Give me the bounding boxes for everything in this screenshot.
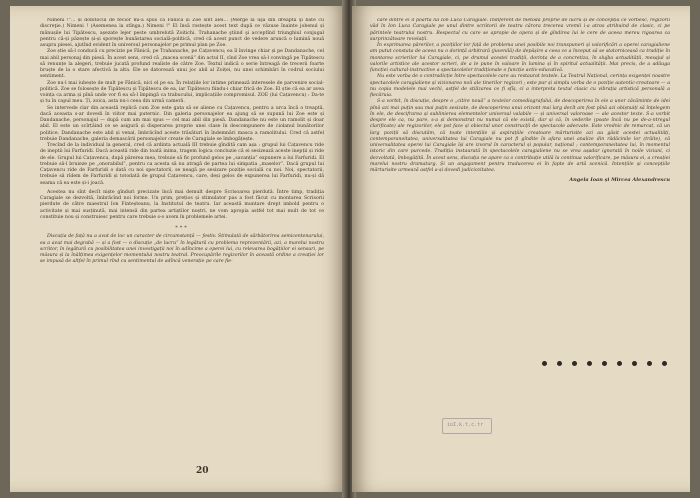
left-text-column: [40, 18, 324, 473]
ornament-dot: [542, 361, 547, 366]
ornament-dot: [557, 361, 562, 366]
paragraph: În exprimarea părerilor, a pozițiilor lor față de problema unei posibile noi transpuneri și valorificări a operei caragialiene am putut constata de aceea nu o dorință arbitrară (juvenilă) de depășire a ceea ce a început să se statorniceasă ca tradiție în montarea scrierilor lui Caragiale, ci, pe drumul acestei tradiții, dorința de a concretiza, în slujba actualității, mesajul și valorile artistice ale acestor scrieri, de a le pune în valoare în lumina și în spiritul actualității. Mai precis, de a adăuga funcției cultural-instructive a spectacolelor tradiționale o funcție activ-educativă.: [370, 43, 670, 73]
article-signature: Angela Ioan și Mircea Alexandrescu: [569, 177, 670, 184]
paragraph: care dintre ei îl poartă lui Ion Luca Caragiale. Indiferent de metoda proprie de lucru și de concepția ce vorbesc, regizorii văd în Ion Luca Caragiale pe unul dintre scriitorii de teatru cărora trecerea vremii i-a atras atribuind de clasic, ci pe părintele teatrului nostru. Respectul cu care se apropie de opera și de gîndirea lui le cere de aceea mereu rigoarea ca surprinzătoare revelații.: [370, 18, 670, 42]
paragraph: S-a vorbit, în discuție, despre o „citire nouă” a textelor comediografului, de descoperirea în ele a unor zăcăminte de idei pînă azi mai puțin sau mai puțin sesizate, de descoperirea unui orizont mai larg decît am fost pînă azi obișnuiți să înțelegem în ele, de descifrarea și sublinierea elementelor universal valabile — și universal valoroase — ale acestor texte. S-a vorbit despre ele ca, nu pare, s-a și demonstrat nu numai că ele există, dar și că, în vederile (poate încă nu pe de-a-ntregul clarificate) ale regizorilor, ele pot face și obiectul unor construcții de spectacole adecvate. Este vrednic de remarcat, că un larg poziții să discutăm, că toate intențiile și aspirațiile creatoare mărturisite azi au găsit acestei actualități, contemporaneitatea, universalitatea lui Caragiale nu pot fi gîndite în afara unei analize din rădăcinile lor (trăite), că universalitatea operei lui Caragiale își are izvorul în caracterul și popular, național ; contemporaneitatea lui, în momentul istoric din care purcede. Tradiția instaurată în spectacolele caragialiene nu se vrea așadar ignorată în noile viziuni, ci dezvoltată, îmbogățită. În acest sens, discuția ne apare ca o contribuție utilă la continua valorificare, pe măsura ei, a creației marelui nostru dramaturg. Și un angajament pentru traducerea ei în fapte de artă scenică. Intențiile și concepțiile mărturisite urmează astfel a-și dovedi judiciozitatea.: [370, 99, 670, 173]
paragraph: Se intervede clar din această replică cum Zoe este gata să se aliene cu Cațavencu, pentru a urca încă o treaptă, dacă aceasta s-ar dovedi în viitor mai puternic. Din galeria personajelor ea ajung să se supună lui Zoe este și Dandanache, personajul — după cum am mai spus — cel mai abil din piesă. Dandanache nu este un ramolit și doar abil. El este un scîrțăind ce se asigură și disperarea proprie unei clase în descompunere de ciolanul bunătorilor politice. Dandanache este abil și venal, îmbrăcînd aceste trăsături în îndemnări masca a ramolitului. Cred că astfel trebuie Dandanache, galeria demascării personajelor create de Caragiale se îmbogățește.: [40, 105, 324, 142]
ornament-dot: [587, 361, 592, 366]
page-number: 20: [196, 466, 209, 476]
ornament-dot: [632, 361, 637, 366]
paragraph: Nu este vorba de o contradicție între spectacolele care au restaurat textele. La Teatrul Național, cerința exigenței noastre spectacolele caragialiene și vizionarea noii ale tinerilor regizori ; este pur și simplu vorba de o poziție autentic-creatoare — a nu copia modelele mai vechi, astfel de stilizarea ce fi sfîș, ci a interpreta textul clasic cu vibrația artistică personală a fiecăruia.: [370, 74, 670, 98]
ornament-dot: [617, 361, 622, 366]
paragraph: Discuția de față nu a avut de loc un caracter de circumstanță — festiv. Stimulată de sărbătorirea semicentenarului, ea a avut mai degrabă — și a fost — o discuție „de lucru” în legătură cu problema reprezentării, azi, a marelui nostru scriitor, în legătură cu posibilitatea unei investigații noi în adîncime a operei lui, cu relevarea bogățiilor ei sensuri, pe măsura și la înălțimea exigențelor momentului nostru teatral. Preocupările regizorilor în această ordine a creației lor se impusă de altfel în primul rînd cu sentimentul de adîncă venerație pe care fie-: [40, 234, 324, 265]
ornament-dot: [647, 361, 652, 366]
right-text-column: [370, 18, 670, 378]
paragraph: Zoe nu-l mai iubește de mult pe Fănică, nici el pe ea. În relațiile lor intime primează interesele de parvenire social-politică. Zoe se folosește de Tipătescu și Tipătescu de ea, iar Tipătescu fiindu-i chiar frică de Zoe. El știe că ea ar avea voința ca arma și pînă unde vor fi ea să-l împingă ca trabucului, implicațiile compromisul. ZOE (lui Cațavencu) : Da-te și tu în capul meu. Ți, zoica, asta nu-i ceea din urmă cameră.: [40, 80, 324, 105]
library-stamp-text: ioI.k.t.c.tr: [447, 422, 484, 428]
ornament-dots: [542, 361, 667, 366]
section-separator: ***: [175, 225, 189, 231]
ornament-dot: [662, 361, 667, 366]
paragraph: Zoe știe să-l conducă cu precizie pe Fănică, pe Trahanache, pe Cațavencu; ea îl învinge chiar și pe Dandanache, cel mai abil personaj din piesă. În acest sens, cred că „macea scenă” din actul II, cînd Zoe vrea să-l convingă pe Tipătescu să renunțe la alegeri, trebuie jucată profund realiste de către Zoe. Textul indică o serie întreagă de trecerii foarte bruște de la o stare afectivă la alta. Ele se datorează unui joc abil al Zoiței, nu unei schimbări în codrul sociului sentiment.: [40, 49, 324, 80]
paragraph: Trecînd de la individual la general, cred că ardinta actuală III trebuie gîndită cam așa : grupul lui Cațavencu ride de ineptii lui Farfuridi. Dacă această ride din toată inima, tragem logica concluzie că ei sesizează aceste inepții și ride de ele. Grupul lui Cațavencu, după părerea mea, trebuie să fic profund gelos pe „savanția” expunere a lui Farfuridi. El trebuie să-l bruieze pe „onorabilul”, pentru ca acesta să nu atragă de partea lui simpatia „maselor”. Dacă grupul lui Cațavencu ride de Farfuridi o dată cu noi spectatorii, se neagă pe sesizare poziție socială cu noi. Noi, spectatorii, trebuie să rîdem de Farfuridi și totodată de grupul Cațavencu, care, deși gelos de expunerea lui Farfuridi, nu-și dă seama că ea este și-i joacă.: [40, 143, 324, 186]
left-page: [10, 6, 346, 492]
ornament-dot: [572, 361, 577, 366]
right-page: [352, 6, 690, 492]
ornament-dot: [602, 361, 607, 366]
library-stamp: [442, 418, 492, 434]
paragraph: Acestea nu sînt decît niște gînduri precizate încă mai demult despre Scrisoarea pierdută. Între timp, tradiția Caragiale se dezvoltă, îmbrăcînd noi forme. Un prim, prețios și stimulator pas a fost făcut cu montarea Scrisorii pierdute de către maestrul Ion Finteșteanu, la Institutul de teatru. Iar această muntare drept imbold pentru o activitate și mai susținută, mai intensă din partea artiștilor noștri, ne vom apropia astfel tot mai mult de tot ce constituie nou și construiesc pentru care trebuie s-o avem în problemele artei.: [40, 189, 324, 220]
paragraph: Nimeni !"... și dobitocul de fecior mi-a spus că Fănică și Zoe sînt alei... (Merge la uşa din dreapta şi bate cu discreţie.) Nimeni ! (Asemenea la stînga.) Nimeni !" El însă rostește acest text după ce văzuse înainte jobenul și mănușile lui Tipătescu, așezate lejer peste umbrelută Zoitichi. Trahanache ştiind şi acceptînd triunghiul conjugal pentru că-și păzește și-și sporește bunăstarea socială-politică, cred că acest punct de vedere aruncă o lumină nouă asupra piesei, ajutînd evident în universul personajelor pe primul plan pe Zoe.: [40, 18, 324, 48]
